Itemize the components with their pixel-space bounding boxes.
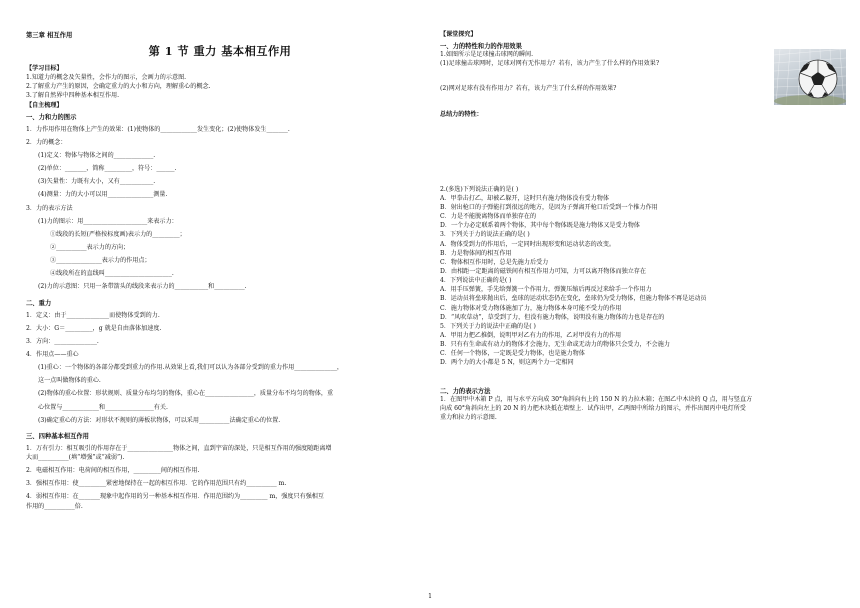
text-line: 心位置与____________和________________有关. — [38, 403, 168, 411]
text-line: 1．力作用作用在物体上产生的效果：(1)使物体的____________发生变化；(2)使物体发生_______. — [26, 125, 290, 133]
chapter-label: 第三章 相互作用 — [26, 32, 73, 39]
text-line: (4)测量：力的大小可以用_______________测量. — [38, 191, 168, 199]
option-line: D．一个力必定联系着两个物体，其中每个物体既是施力物体又是受力物体 — [440, 222, 640, 230]
text-line: ④线段所在的直线叫______________________. — [50, 270, 174, 278]
objectives-header: 【学习目标】 — [26, 65, 63, 72]
section-title: 一、力的特性和力的作用效果 — [440, 43, 522, 51]
option-line: B．射出枪口的子弹能打到很远的地方，是因为子弹离开枪口后受到一个推力作用 — [440, 203, 658, 211]
text-line: (3)确定重心的方法：对形状不规则的薄板状物体，可以采用__________法确定重心的位置. — [38, 416, 281, 424]
text-line: (1)力的图示：用_____________________来表示力： — [38, 217, 178, 225]
text-line: 4．作用点——重心 — [26, 350, 79, 358]
option-line: A．用手压弹簧，手先给弹簧一个作用力，弹簧压缩后再反过来给手一个作用力 — [440, 286, 652, 294]
text-line: 重力和拉力的示意图. — [440, 413, 497, 421]
text-line: 1．在图甲中木箱 P 点，用与水平方向成 30°角斜向右上的 150 N 的力拉木箱；在图乙中木块的 Q 点，用与竖直方 — [440, 395, 753, 403]
option-line: B．力是物体间的相互作用 — [440, 249, 512, 257]
option-line: D．“风吹草动”，草受到了力，但没有施力物体，说明没有施力物体的力也是存在的 — [440, 313, 665, 321]
text-line: (2)力的示意图：只用一条带箭头的线段来表示力的___________和__________. — [38, 283, 247, 291]
question-4: 4．下列说法中正确的是( ) — [440, 277, 512, 285]
text-line: (3)矢量性：力既有大小，又有___________. — [38, 178, 156, 186]
option-line: D．由相距一定距离的磁铁间有相互作用力可知，力可以离开物体而独立存在 — [440, 267, 646, 275]
option-line: A．物体受到力的作用后，一定同时出现形变和运动状态的改变。 — [440, 240, 616, 248]
text-line: (1)足球撞击球网时，足球对网有无作用力？若有，该力产生了什么样的作用效果? — [440, 60, 660, 68]
text-line: ①线段的长短(严格按标度画)表示力的_________； — [50, 230, 186, 238]
text-line: 4．弱相互作用：在_______现象中起作用的另一种基本相互作用．作用范围约为_________ m，强度只有强相互 — [26, 493, 324, 501]
text-line: ②__________表示力的方向； — [50, 243, 130, 251]
option-line: C．力是不能脱离物体而单独存在的 — [440, 213, 537, 221]
text-line: 2．力的概念： — [26, 138, 67, 146]
option-line: A．甲拳击打乙，却被乙躲开，这时只有施力物体没有受力物体 — [440, 194, 609, 202]
option-line: B．只有有生命或有动力的物体才会施力，无生命或无动力的物体只会受力，不会施力 — [440, 341, 670, 349]
question-2: 2.(多选)下列说法正确的是( ) — [440, 185, 519, 193]
text-line: (2)网对足球有没有作用力？若有，该力产生了什么样的作用效果? — [440, 85, 617, 93]
text-line: (2)物体的重心位置：形状规则、质量分布均匀的物体，重心在________________，质量分布不均匀的物体，重 — [38, 390, 334, 398]
text-line: 2．电磁相互作用：电荷间的相互作用，_________间的相互作用. — [26, 467, 200, 475]
classroom-header: 【课堂探究】 — [440, 31, 477, 38]
summary-label: 总结力的特性： — [440, 110, 483, 118]
text-line: 3．方向：______________. — [26, 337, 99, 345]
left-column — [26, 30, 414, 511]
objective-item: 3.了解自然界中四种基本相互作用. — [26, 92, 120, 100]
text-line: ③_______________表示力的作用点； — [50, 257, 151, 265]
text-line: (1)重心：一个物体的各部分都受到重力的作用.从效果上看,我们可以认为各部分受到的重力作用______________， — [38, 364, 344, 372]
page-title: 第 1 节 重力 基本相互作用 — [148, 44, 292, 58]
section-title: 二、力的表示方法 — [440, 387, 491, 395]
text-line: 1.如图所示是足球撞击球网的瞬间. — [440, 51, 534, 59]
text-line: 3．力的表示方法 — [26, 204, 73, 212]
soccer-ball-icon — [799, 60, 837, 98]
option-line: A．甲用力把乙推倒，说明甲对乙有力的作用，乙对甲没有力的作用 — [440, 331, 622, 339]
self-study-header: 【自主梳理】 — [26, 101, 63, 109]
soccer-ball-net-photo — [774, 49, 846, 105]
text-line: 1．万有引力：相互吸引的作用存在于_______________物体之间，直到宇宙的深处，只是相互作用的强度随距离增 — [26, 444, 332, 452]
net-icon — [774, 49, 846, 105]
section-title: 一、力和力的图示 — [26, 113, 77, 121]
text-line: 大而__________(填“增强”或“减弱”). — [26, 453, 125, 461]
option-line: D．两个力的大小都是 5 N，则这两个力一定相同 — [440, 359, 574, 367]
section-title: 二、重力 — [26, 299, 52, 307]
section-title: 三、四种基本相互作用 — [26, 432, 89, 440]
option-line: C．施力物体对受力物体施加了力，施力物体本身可能不受力的作用 — [440, 304, 622, 312]
question-5: 5．下列关于力的说法中正确的是( ) — [440, 322, 536, 330]
objective-item: 1.知道力的概念及矢量性，会作力的图示，会画力的示意图. — [26, 74, 187, 82]
text-line: 3．强相互作用：使_________紧密地保持在一起的相互作用．它的作用范围只有约__________ m. — [26, 480, 287, 488]
text-line: (2)单位：_______，简称_________，符号：______. — [38, 165, 177, 173]
option-line: C．物体相互作用时，总是先施力后受力 — [440, 258, 549, 266]
text-line: (1)定义：物体与物体之间的_____________. — [38, 151, 156, 159]
question-3: 3．下列关于力的说法正确的是( ) — [440, 231, 530, 239]
text-line: 向成 60°角斜向左上的 20 N 的力把木块抵在墙壁上．试作出甲，乙两图中所给力的图示，并作出图丙中电灯所受 — [440, 404, 746, 412]
text-line: 2．大小：G＝_________，g 就是自由落体加速度. — [26, 324, 162, 332]
objective-item: 2.了解重力产生的原因，会确定重力的大小和方向，理解重心的概念. — [26, 83, 211, 91]
option-line: B．运动员将垒球抛出后，垒球的运动状态仍在变化，垒球仍为受力物体，但施力物体不再是运动员 — [440, 295, 707, 303]
page-number: 1 — [428, 593, 432, 600]
option-line: C．任何一个物体，一定既是受力物体，也是施力物体 — [440, 350, 585, 358]
text-line: 作用的__________倍. — [26, 502, 83, 510]
text-line: 这一点叫做物体的重心. — [38, 377, 101, 385]
text-line: 1．定义：由于______________而使物体受到的力. — [26, 311, 160, 319]
